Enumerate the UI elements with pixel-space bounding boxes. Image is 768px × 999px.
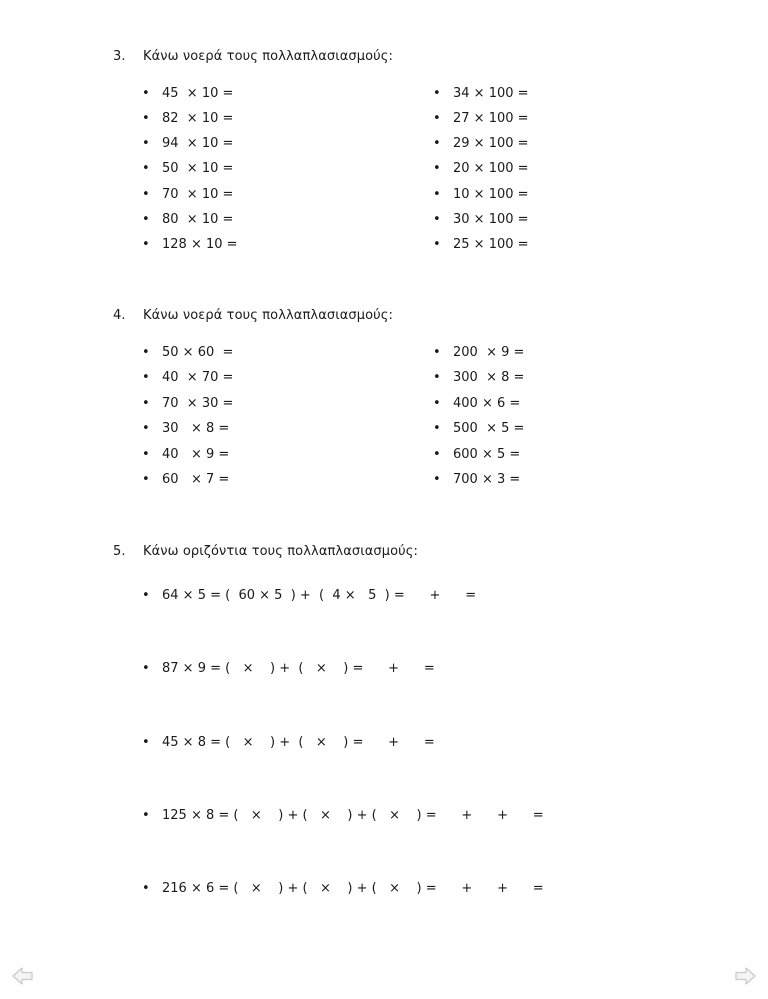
list-item xyxy=(142,370,234,386)
bullet: • xyxy=(433,136,441,151)
list-item xyxy=(433,472,521,488)
list-item xyxy=(433,396,521,412)
bullet: • xyxy=(142,370,150,385)
list-item xyxy=(433,370,525,386)
bullet: • xyxy=(142,881,150,896)
expression: 34 × 100 = xyxy=(453,86,529,101)
bullet: • xyxy=(433,421,441,436)
bullet: • xyxy=(433,187,441,202)
bullet: • xyxy=(142,187,150,202)
bullet: • xyxy=(142,447,150,462)
expression: 600 × 5 = xyxy=(453,447,521,462)
list-item xyxy=(433,111,529,127)
expression: 300 × 8 = xyxy=(453,370,525,385)
prev-page-button[interactable] xyxy=(12,966,34,986)
list-item xyxy=(142,881,544,897)
list-item xyxy=(433,212,529,228)
list-item xyxy=(142,237,238,253)
bullet: • xyxy=(142,588,150,603)
arrow-right-icon xyxy=(734,966,756,986)
exercise-number: 3. xyxy=(113,49,126,64)
expression: 70 × 30 = xyxy=(162,396,234,411)
list-item xyxy=(142,111,234,127)
list-item xyxy=(142,447,230,463)
bullet: • xyxy=(142,661,150,676)
expression: 45 × 10 = xyxy=(162,86,234,101)
exercise-number: 5. xyxy=(113,544,126,559)
list-item xyxy=(142,396,234,412)
expression: 125 × 8 = ( × ) + ( × ) + ( × ) = + + = xyxy=(162,808,544,823)
bullet: • xyxy=(142,735,150,750)
exercise-title: Κάνω νοερά τους πολλαπλασιασμούς: xyxy=(143,308,393,323)
bullet: • xyxy=(142,345,150,360)
bullet: • xyxy=(433,345,441,360)
expression: 70 × 10 = xyxy=(162,187,234,202)
expression: 82 × 10 = xyxy=(162,111,234,126)
list-item xyxy=(142,345,234,361)
bullet: • xyxy=(142,808,150,823)
list-item xyxy=(142,187,234,203)
bullet: • xyxy=(142,136,150,151)
bullet: • xyxy=(433,472,441,487)
expression: 60 × 7 = xyxy=(162,472,230,487)
expression: 128 × 10 = xyxy=(162,237,238,252)
expression: 40 × 9 = xyxy=(162,447,230,462)
expression: 87 × 9 = ( × ) + ( × ) = + = xyxy=(162,661,435,676)
expression: 94 × 10 = xyxy=(162,136,234,151)
list-item xyxy=(142,735,435,751)
exercise-4-heading xyxy=(113,308,393,323)
arrow-left-icon xyxy=(12,966,34,986)
exercise-5-heading xyxy=(113,544,418,559)
list-item xyxy=(433,161,529,177)
bullet: • xyxy=(433,447,441,462)
expression: 700 × 3 = xyxy=(453,472,521,487)
list-item xyxy=(142,472,230,488)
bullet: • xyxy=(433,237,441,252)
bullet: • xyxy=(142,212,150,227)
expression: 27 × 100 = xyxy=(453,111,529,126)
bullet: • xyxy=(433,212,441,227)
expression: 29 × 100 = xyxy=(453,136,529,151)
expression: 10 × 100 = xyxy=(453,187,529,202)
expression: 30 × 100 = xyxy=(453,212,529,227)
exercise-3-heading xyxy=(113,49,393,64)
bullet: • xyxy=(142,421,150,436)
expression: 216 × 6 = ( × ) + ( × ) + ( × ) = + + = xyxy=(162,881,544,896)
bullet: • xyxy=(142,111,150,126)
exercise-number: 4. xyxy=(113,308,126,323)
list-item xyxy=(433,447,521,463)
expression: 400 × 6 = xyxy=(453,396,521,411)
bullet: • xyxy=(142,472,150,487)
expression: 20 × 100 = xyxy=(453,161,529,176)
expression: 500 × 5 = xyxy=(453,421,525,436)
list-item xyxy=(142,86,234,102)
list-item xyxy=(142,421,230,437)
list-item xyxy=(142,661,435,677)
expression: 25 × 100 = xyxy=(453,237,529,252)
list-item xyxy=(142,212,234,228)
list-item xyxy=(433,86,529,102)
expression: 50 × 10 = xyxy=(162,161,234,176)
list-item xyxy=(433,237,529,253)
expression: 64 × 5 = ( 60 × 5 ) + ( 4 × 5 ) = + = xyxy=(162,588,477,603)
list-item xyxy=(433,421,525,437)
list-item xyxy=(142,161,234,177)
bullet: • xyxy=(142,237,150,252)
bullet: • xyxy=(433,396,441,411)
bullet: • xyxy=(433,161,441,176)
next-page-button[interactable] xyxy=(734,966,756,986)
expression: 30 × 8 = xyxy=(162,421,230,436)
expression: 50 × 60 = xyxy=(162,345,234,360)
expression: 80 × 10 = xyxy=(162,212,234,227)
list-item xyxy=(142,808,544,824)
bullet: • xyxy=(433,370,441,385)
expression: 40 × 70 = xyxy=(162,370,234,385)
list-item xyxy=(433,345,525,361)
list-item xyxy=(142,136,234,152)
expression: 45 × 8 = ( × ) + ( × ) = + = xyxy=(162,735,435,750)
bullet: • xyxy=(142,396,150,411)
list-item xyxy=(142,588,477,604)
exercise-title: Κάνω οριζόντια τους πολλαπλασιασμούς: xyxy=(143,544,418,559)
bullet: • xyxy=(433,111,441,126)
exercise-title: Κάνω νοερά τους πολλαπλασιασμούς: xyxy=(143,49,393,64)
bullet: • xyxy=(142,86,150,101)
list-item xyxy=(433,187,529,203)
bullet: • xyxy=(142,161,150,176)
expression: 200 × 9 = xyxy=(453,345,525,360)
bullet: • xyxy=(433,86,441,101)
list-item xyxy=(433,136,529,152)
